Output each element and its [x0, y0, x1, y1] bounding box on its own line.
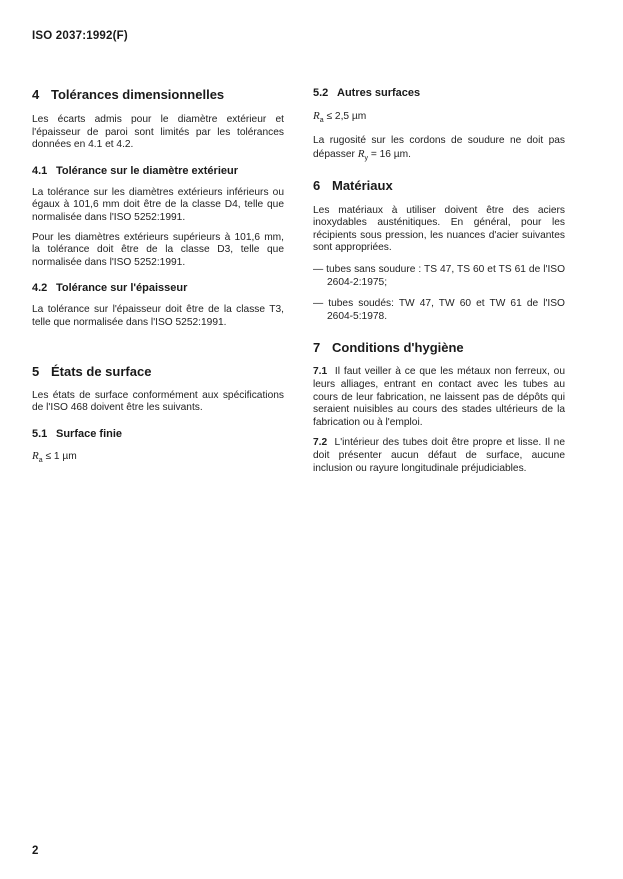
section-5-2-paragraph	[313, 135, 565, 165]
subclause-text: L'intérieur des tubes doit être propre et lisse. Il ne doit présenter aucun défaut de surface, aucune inclusion ou rayure longitudinale préjudiciables.	[313, 437, 566, 474]
subclause-text: Il faut veiller à ce que les métaux non ferreux, ou leurs alliages, entrant en contact avec les tubes au cours de leur fabrication, ne laissent pas de dépôts qui seraient nuisibles au cours des stades ultérieurs de la fabrication ou à l'emploi.	[313, 366, 565, 428]
section-4-paragraph: Les écarts admis pour le diamètre extérieur et l'épaisseur de paroi sont limités par les tolérances données en 4.1 et 4.2.	[32, 114, 284, 151]
section-title: Tolérance sur le diamètre extérieur	[56, 164, 238, 177]
ra-subscript: a	[38, 456, 43, 464]
subclause-number: 7.1	[313, 366, 328, 378]
ry-symbol: R	[357, 147, 365, 160]
section-5-1-heading	[32, 427, 284, 442]
section-5-2-heading	[313, 86, 565, 101]
surface-roughness-finished	[32, 450, 284, 467]
section-4-heading	[32, 86, 284, 103]
section-number: 4.2	[32, 282, 48, 295]
section-title: Matériaux	[332, 177, 393, 193]
section-7-heading	[313, 339, 565, 356]
section-number: 7	[313, 340, 321, 356]
surface-roughness-other	[313, 110, 565, 127]
section-title: Autres surfaces	[337, 87, 421, 99]
section-number: 5.2	[313, 87, 329, 99]
section-title: États de surface	[51, 363, 152, 379]
page-number: 2	[32, 845, 39, 857]
section-number: 5.1	[32, 427, 48, 440]
ra-subscript: a	[319, 117, 324, 125]
document-id-header: ISO 2037:1992(F)	[32, 30, 128, 42]
list-item: — tubes sans soudure : TS 47, TS 60 et TS 61 de l'ISO 2604-2:1975;	[313, 264, 565, 288]
section-4-1-heading	[32, 164, 284, 179]
ra-symbol: R	[313, 110, 320, 122]
section-number: 4.1	[32, 164, 48, 177]
ra-value: ≤ 2,5 µm	[326, 111, 367, 122]
ra-symbol: R	[32, 449, 39, 462]
section-5-paragraph: Les états de surface conformément aux spécifications de l'ISO 468 doivent être les suivants.	[32, 389, 284, 414]
section-4-1-paragraph-1: La tolérance sur les diamètres extérieurs inférieurs ou égaux à 101,6 mm doit être de la classe D4, telle que normalisée dans l'ISO 5252:1991.	[32, 186, 284, 223]
section-title: Conditions d'hygiène	[332, 340, 464, 356]
section-5-heading	[32, 363, 284, 380]
ra-value: ≤ 1 µm	[45, 450, 77, 462]
section-number: 5	[32, 363, 40, 379]
weld-text-a: La rugosité sur les cordons de soudure ne doit pas dépasser	[313, 135, 565, 160]
section-7-2-paragraph	[313, 437, 565, 475]
section-4-2-paragraph: La tolérance sur l'épaisseur doit être de la classe T3, telle que normalisée dans l'ISO 5252:1991.	[32, 304, 284, 328]
subclause-number: 7.2	[313, 437, 328, 449]
steel-grades-list	[313, 264, 565, 323]
weld-text-b: = 16 µm.	[367, 148, 411, 160]
right-column	[313, 86, 565, 475]
section-number: 4	[32, 87, 40, 102]
section-6-paragraph: Les matériaux à utiliser doivent être des aciers inoxydables austénitiques. En général, pour les récipients sous pression, les nuances d'acier suivantes sont appropriées.	[313, 204, 565, 254]
ry-subscript: y	[364, 154, 368, 162]
left-column	[32, 86, 284, 467]
section-number: 6	[313, 177, 321, 193]
section-4-2-heading	[32, 281, 284, 296]
section-7-1-paragraph	[313, 366, 565, 429]
list-item: — tubes soudés: TW 47, TW 60 et TW 61 de l'ISO 2604-5:1978.	[313, 298, 565, 322]
section-4-1-paragraph-2: Pour les diamètres extérieurs supérieurs à 101,6 mm, la tolérance doit être de la classe D3, telle que normalisée dans l'ISO 5252:1991.	[32, 231, 284, 268]
section-title: Tolérance sur l'épaisseur	[56, 282, 188, 295]
section-6-heading	[313, 177, 565, 194]
section-title: Surface finie	[56, 427, 123, 440]
section-title: Tolérances dimensionnelles	[51, 87, 225, 102]
